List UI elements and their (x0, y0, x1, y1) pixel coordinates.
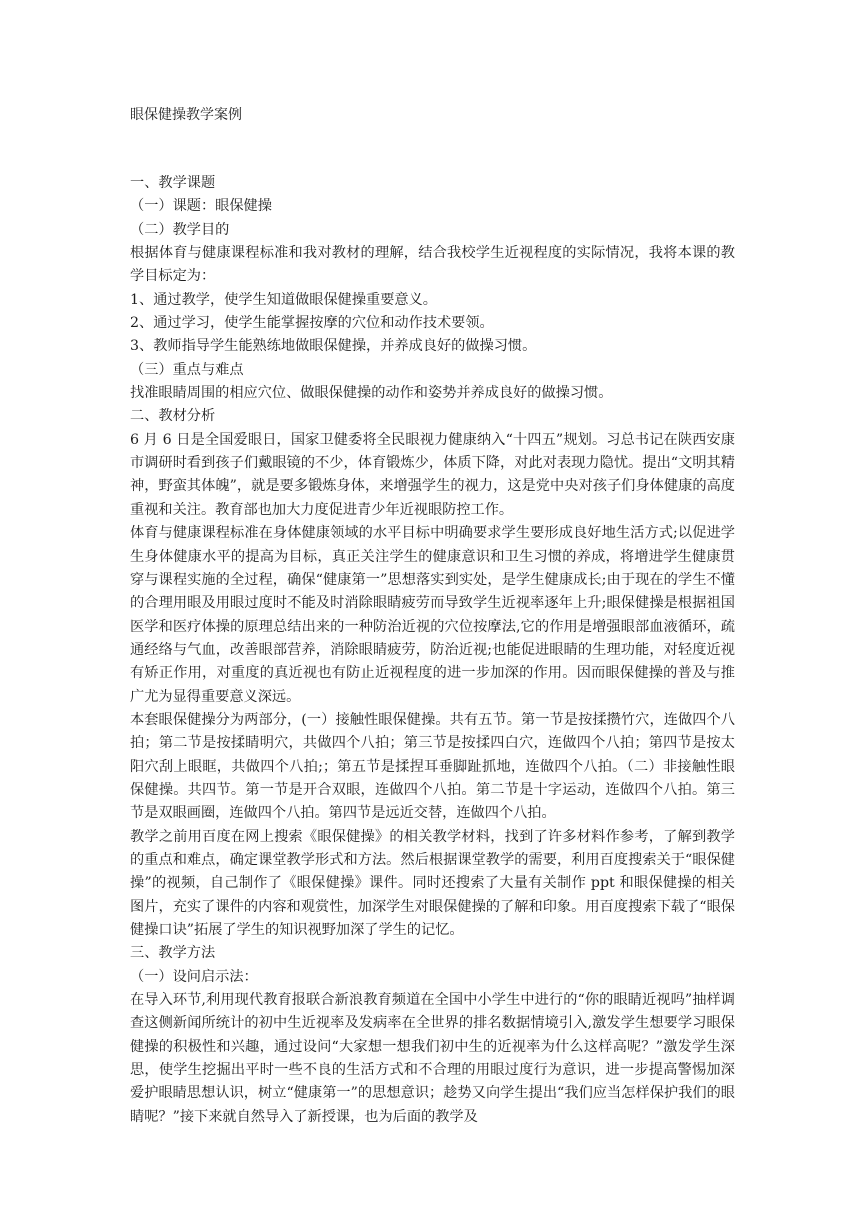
subsection-heading: （三）重点与难点 (130, 361, 244, 378)
paragraph: 找准眼睛周围的相应穴位、做眼保健操的动作和姿势并养成良好的做操习惯。 (130, 385, 613, 402)
subsection-heading: （二）教学目的 (130, 221, 230, 238)
document-body (130, 172, 735, 1129)
section-heading: 一、教学课题 (130, 175, 216, 191)
subsection-heading: （一）设问启示法： (130, 968, 258, 985)
section-heading: 三、教学方法 (130, 945, 216, 962)
paragraph: 根据体育与健康课程标准和我对教材的理解，结合我校学生近视程度的实际情况，我将本课的教学目标定为： (130, 245, 735, 285)
paragraph: 在导入环节,利用现代教育报联合新浪教育频道在全国中小学生中进行的“你的眼睛近视吗”抽样调查这侧新闻所统计的初中生近视率及发病率在全世界的排名数据情境引入,激发学生想要学习眼保健操的积极性和兴趣，通过设问“大家想一想我们初中生的近视率为什么这样高呢？”激发学生深思，使学生挖掘出平时一些不良的生活方式和不合理的用眼过度行为意识，进一步提高警惕加深爱护眼睛思想认识，树立“健康第一”的思想意识；趁势又向学生提出“我们应当怎样保护我们的眼睛呢？”接下来就自然导入了新授课，也为后面的教学及 (130, 992, 735, 1125)
section-heading: 二、教材分析 (130, 408, 216, 425)
paragraph: 教学之前用百度在网上搜索《眼保健操》的相关教学材料，找到了许多材料作参考，了解到教学的重点和难点，确定课堂教学形式和方法。然后根据课堂教学的需要，利用百度搜索关于“眼保健操”的视频，自己制作了《眼保健操》课件。同时还搜索了大量有关制作 ppt 和眼保健操的相关图片，充实了课件的内容和观赏性，加深学生对眼保健操的了解和印象。用百度搜索下载了“眼保健操口诀”拓展了学生的知识视野加深了学生的记忆。 (130, 828, 735, 938)
paragraph: 6 月 6 日是全国爱眼日，国家卫健委将全民眼视力健康纳入“十四五”规划。习总书记在陕西安康市调研时看到孩子们戴眼镜的不少，体育锻炼少，体质下降，对此对表现力隐忧。提出“文明其精神，野蛮其体魄”，就是要多锻炼身体，来增强学生的视力，这是党中央对孩子们身体健康的高度重视和关注。教育部也加大力度促进青少年近视眼防控工作。 (130, 431, 735, 518)
list-item: 1、通过教学，使学生知道做眼保健操重要意义。 (130, 291, 437, 308)
document-title: 眼保健操教学案例 (130, 107, 242, 123)
paragraph: 本套眼保健操分为两部分，(一）接触性眼保健操。共有五节。第一节是按揉攒竹穴，连做四个八拍；第二节是按揉睛明穴，共做四个八拍；第三节是按揉四白穴，连做四个八拍；第四节是按太阳穴刮上眼眶，共做四个八拍;；第五节是揉捏耳垂脚趾抓地，连做四个八拍。（二）非接触性眼保健操。共四节。第一节是开合双眼，连做四个八拍。第二节是十字运动，连做四个八拍。第三节是双眼画圈，连做四个八拍。第四节是远近交替，连做四个八拍。 (130, 711, 735, 822)
paragraph: 体育与健康课程标准在身体健康领域的水平目标中明确要求学生要形成良好地生活方式;以促进学生身体健康水平的提高为目标，真正关注学生的健康意识和卫生习惯的养成，将增进学生健康贯穿与课程实施的全过程，确保“健康第一”思想落实到实处，是学生健康成长;由于现在的学生不懂的合理用眼及用眼过度时不能及时消除眼睛疲劳而导致学生近视率逐年上升;眼保健操是根据祖国医学和医疗体操的原理总结出来的一种防治近视的穴位按摩法,它的作用是增强眼部血液循环，疏通经络与气血，改善眼部营养，消除眼睛疲劳，防治近视;也能促进眼睛的生理功能，对轻度近视有矫正作用，对重度的真近视也有防止近视程度的进一步加深的作用。因而眼保健操的普及与推广尤为显得重要意义深远。 (130, 525, 735, 705)
list-item: 2、通过学习，使学生能掌握按摩的穴位和动作技术要领。 (130, 315, 494, 332)
list-item: 3、教师指导学生能熟练地做眼保健操，并养成良好的做操习惯。 (130, 338, 537, 355)
subsection-heading: （一）课题：眼保健操 (130, 198, 272, 215)
